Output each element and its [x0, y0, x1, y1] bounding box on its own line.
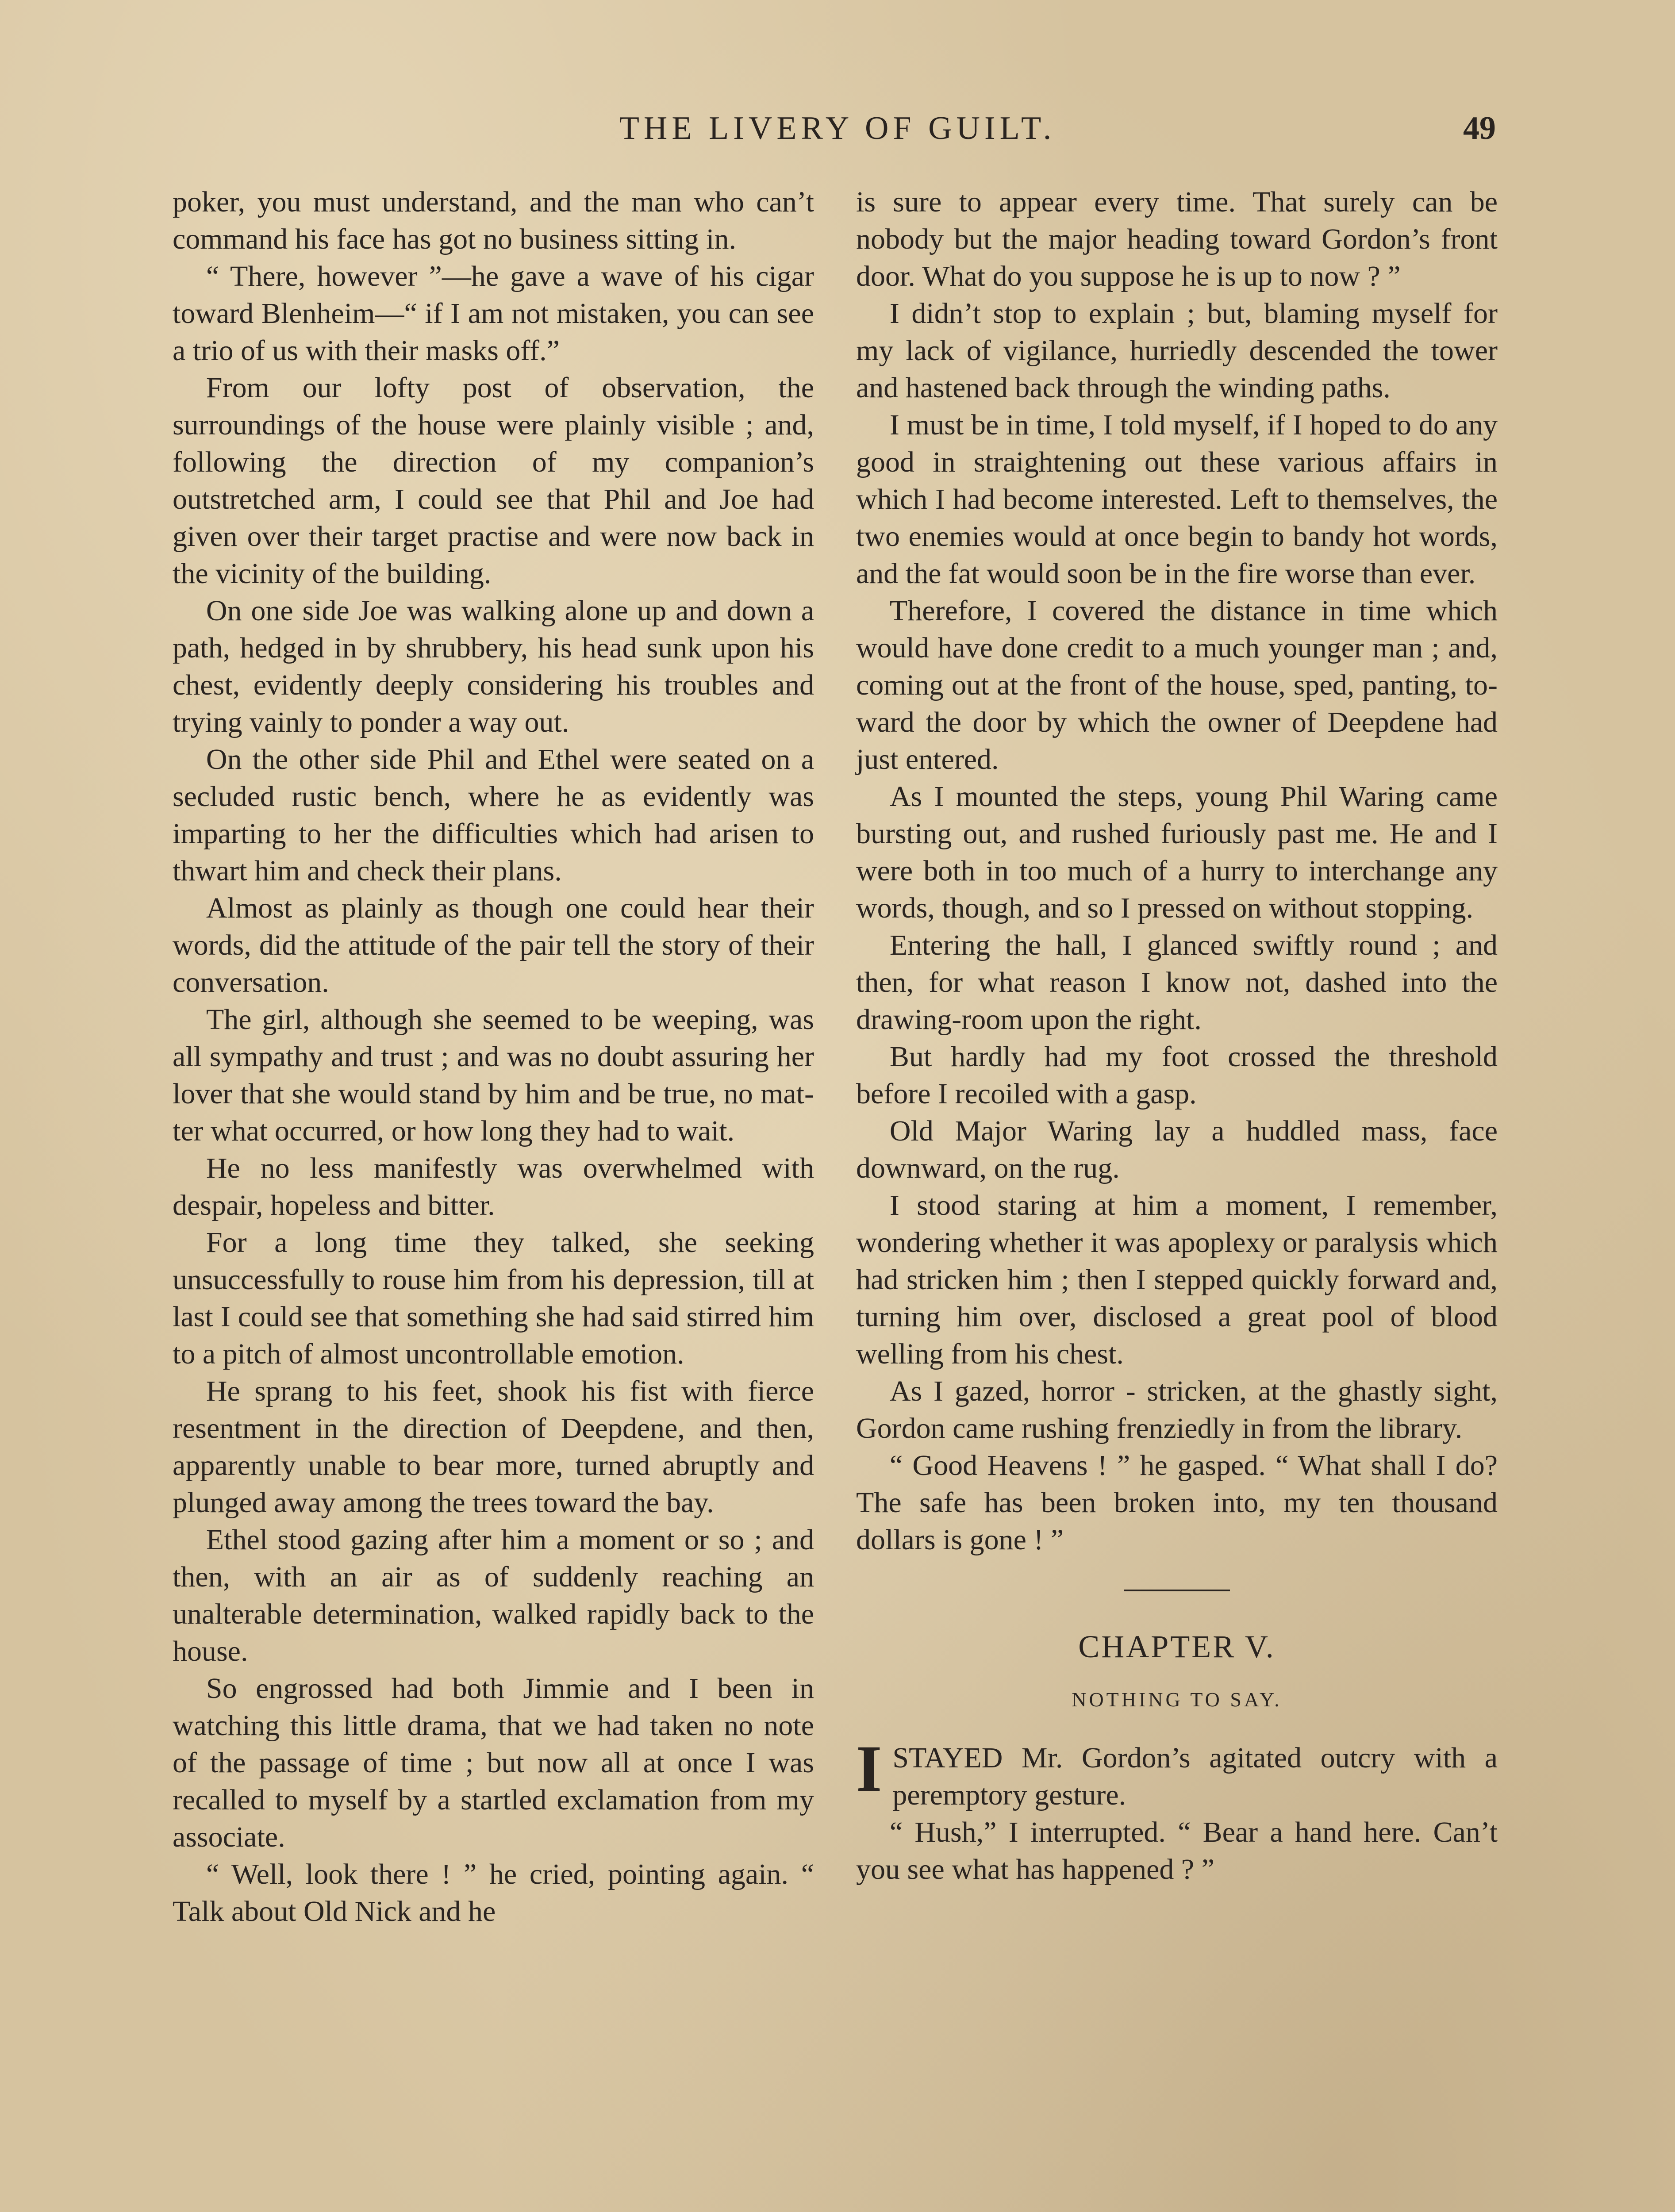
paragraph: poker, you must understand, and the man who can’t command his face has got no business sitting in.: [173, 186, 814, 255]
chapter-subtitle: NOTHING TO SAY.: [1072, 1688, 1282, 1711]
paragraph: For a long time they talked, she seeking unsuccessfully to rouse him from his depression, till at last I could see that something she had said stirred him to a pitch of almost uncontrollable emotion.: [173, 1226, 814, 1370]
paragraph: As I mounted the steps, young Phil Waring came bursting out, and rushed furiously past me. He and I were both in too much of a hurry to interchange any words, though, and so I pressed on without stopping.: [856, 780, 1498, 924]
page-number: 49: [1463, 110, 1496, 146]
paragraph: On the other side Phil and Ethel were seated on a secluded rustic bench, where he as evidently was imparting to her the difficulties which had arisen to thwart him and check their plans.: [173, 743, 814, 887]
paragraph: I didn’t stop to explain ; but, blaming myself for my lack of vigilance, hurriedly descended the tower and hastened back through the winding paths.: [856, 297, 1498, 404]
paragraph: Entering the hall, I glanced swiftly round ; and then, for what reason I know not, dashed into the drawing-room upon the right.: [856, 929, 1498, 1036]
paragraph: “ Well, look there ! ” he cried, pointing again. “ Talk about Old Nick and he: [173, 1858, 814, 1928]
paragraph: As I gazed, horror - stricken, at the ghastly sight, Gordon came rushing frenziedly in from the library.: [856, 1375, 1498, 1444]
running-title: THE LIVERY OF GUILT.: [619, 110, 1056, 146]
paragraph: On one side Joe was walking alone up and down a path, hedged in by shrubbery, his head sunk upon his chest, evidently deeply considering his troubles and trying vainly to ponder a way out.: [173, 595, 814, 738]
paragraph: He sprang to his feet, shook his fist with fierce resentment in the direction of Deepdene, and then, apparently unable to bear more, turned abruptly and plunged away among the trees toward the bay.: [173, 1375, 814, 1519]
right-column: [856, 184, 1498, 1888]
paragraph: So engrossed had both Jimmie and I been in watching this little drama, that we had taken no note of the passage of time ; but now all at once I was recalled to myself by a startled exclamation from my associate.: [173, 1672, 814, 1853]
paragraph: From our lofty post of observation, the surroundings of the house were plainly visible ; and, following the direction of my companion’s outstretched arm, I could see that Phil and Joe had given over their target practise and were now back in the vicinity of the building.: [173, 372, 814, 590]
chapter-heading: CHAPTER V.: [1078, 1629, 1275, 1664]
paragraph: “ There, however ”—he gave a wave of his cigar toward Blenheim—“ if I am not mistaken, you can see a trio of us with their masks off.”: [173, 260, 814, 367]
paragraph: “ Good Heavens ! ” he gasped. “ What shall I do? The safe has been broken into, my ten thousand dollars is gone ! ”: [856, 1449, 1498, 1556]
paragraph: is sure to appear every time. That surely can be nobody but the major heading toward Gordon’s front door. What do you suppose he is up to now ? ”: [856, 186, 1498, 292]
opening-text: STAYED Mr. Gordon’s agitated outcry with a peremptory gesture.: [892, 1742, 1498, 1811]
paragraph: Old Major Waring lay a huddled mass, face downward, on the rug.: [856, 1115, 1498, 1184]
paragraph: But hardly had my foot crossed the threshold before I recoiled with a gasp.: [856, 1041, 1498, 1110]
left-column: [173, 184, 814, 1930]
page-header: [0, 106, 1675, 159]
paragraph: The girl, although she seemed to be weeping, was all sympathy and trust ; and was no doubt assuring her lover that she would stand by him and be true, no matter what occurred, or how long they had to wait.: [173, 1003, 814, 1147]
section-divider: [1124, 1590, 1230, 1591]
paragraph: Therefore, I covered the distance in time which would have done credit to a much younger man ; and, coming out at the front of the house, sped, panting, toward the door by which the owner of Deepdene had just entered.: [856, 595, 1498, 776]
paragraph: Almost as plainly as though one could hear their words, did the attitude of the pair tell the story of their conversation.: [173, 892, 814, 998]
chapter-opening-paragraph: [856, 1732, 1498, 1814]
paragraph: I must be in time, I told myself, if I hoped to do any good in straightening out these various affairs in which I had become interested. Left to themselves, the two enemies would at once begin to bandy hot words, and the fat would soon be in the fire worse than ever.: [856, 409, 1498, 590]
paragraph: “ Hush,” I interrupted. “ Bear a hand here. Can’t you see what has happened ? ”: [856, 1816, 1498, 1886]
paragraph: Ethel stood gazing after him a moment or so ; and then, with an air as of suddenly reaching an unalterable determination, walked rapidly back to the house.: [173, 1524, 814, 1667]
paragraph: He no less manifestly was overwhelmed with despair, hopeless and bitter.: [173, 1152, 814, 1221]
drop-cap: I: [856, 1732, 882, 1805]
paragraph: I stood staring at him a moment, I remember, wondering whether it was apoplexy or paralysis which had stricken him ; then I stepped quickly forward and, turning him over, disclosed a great pool of blood welling from his chest.: [856, 1189, 1498, 1370]
